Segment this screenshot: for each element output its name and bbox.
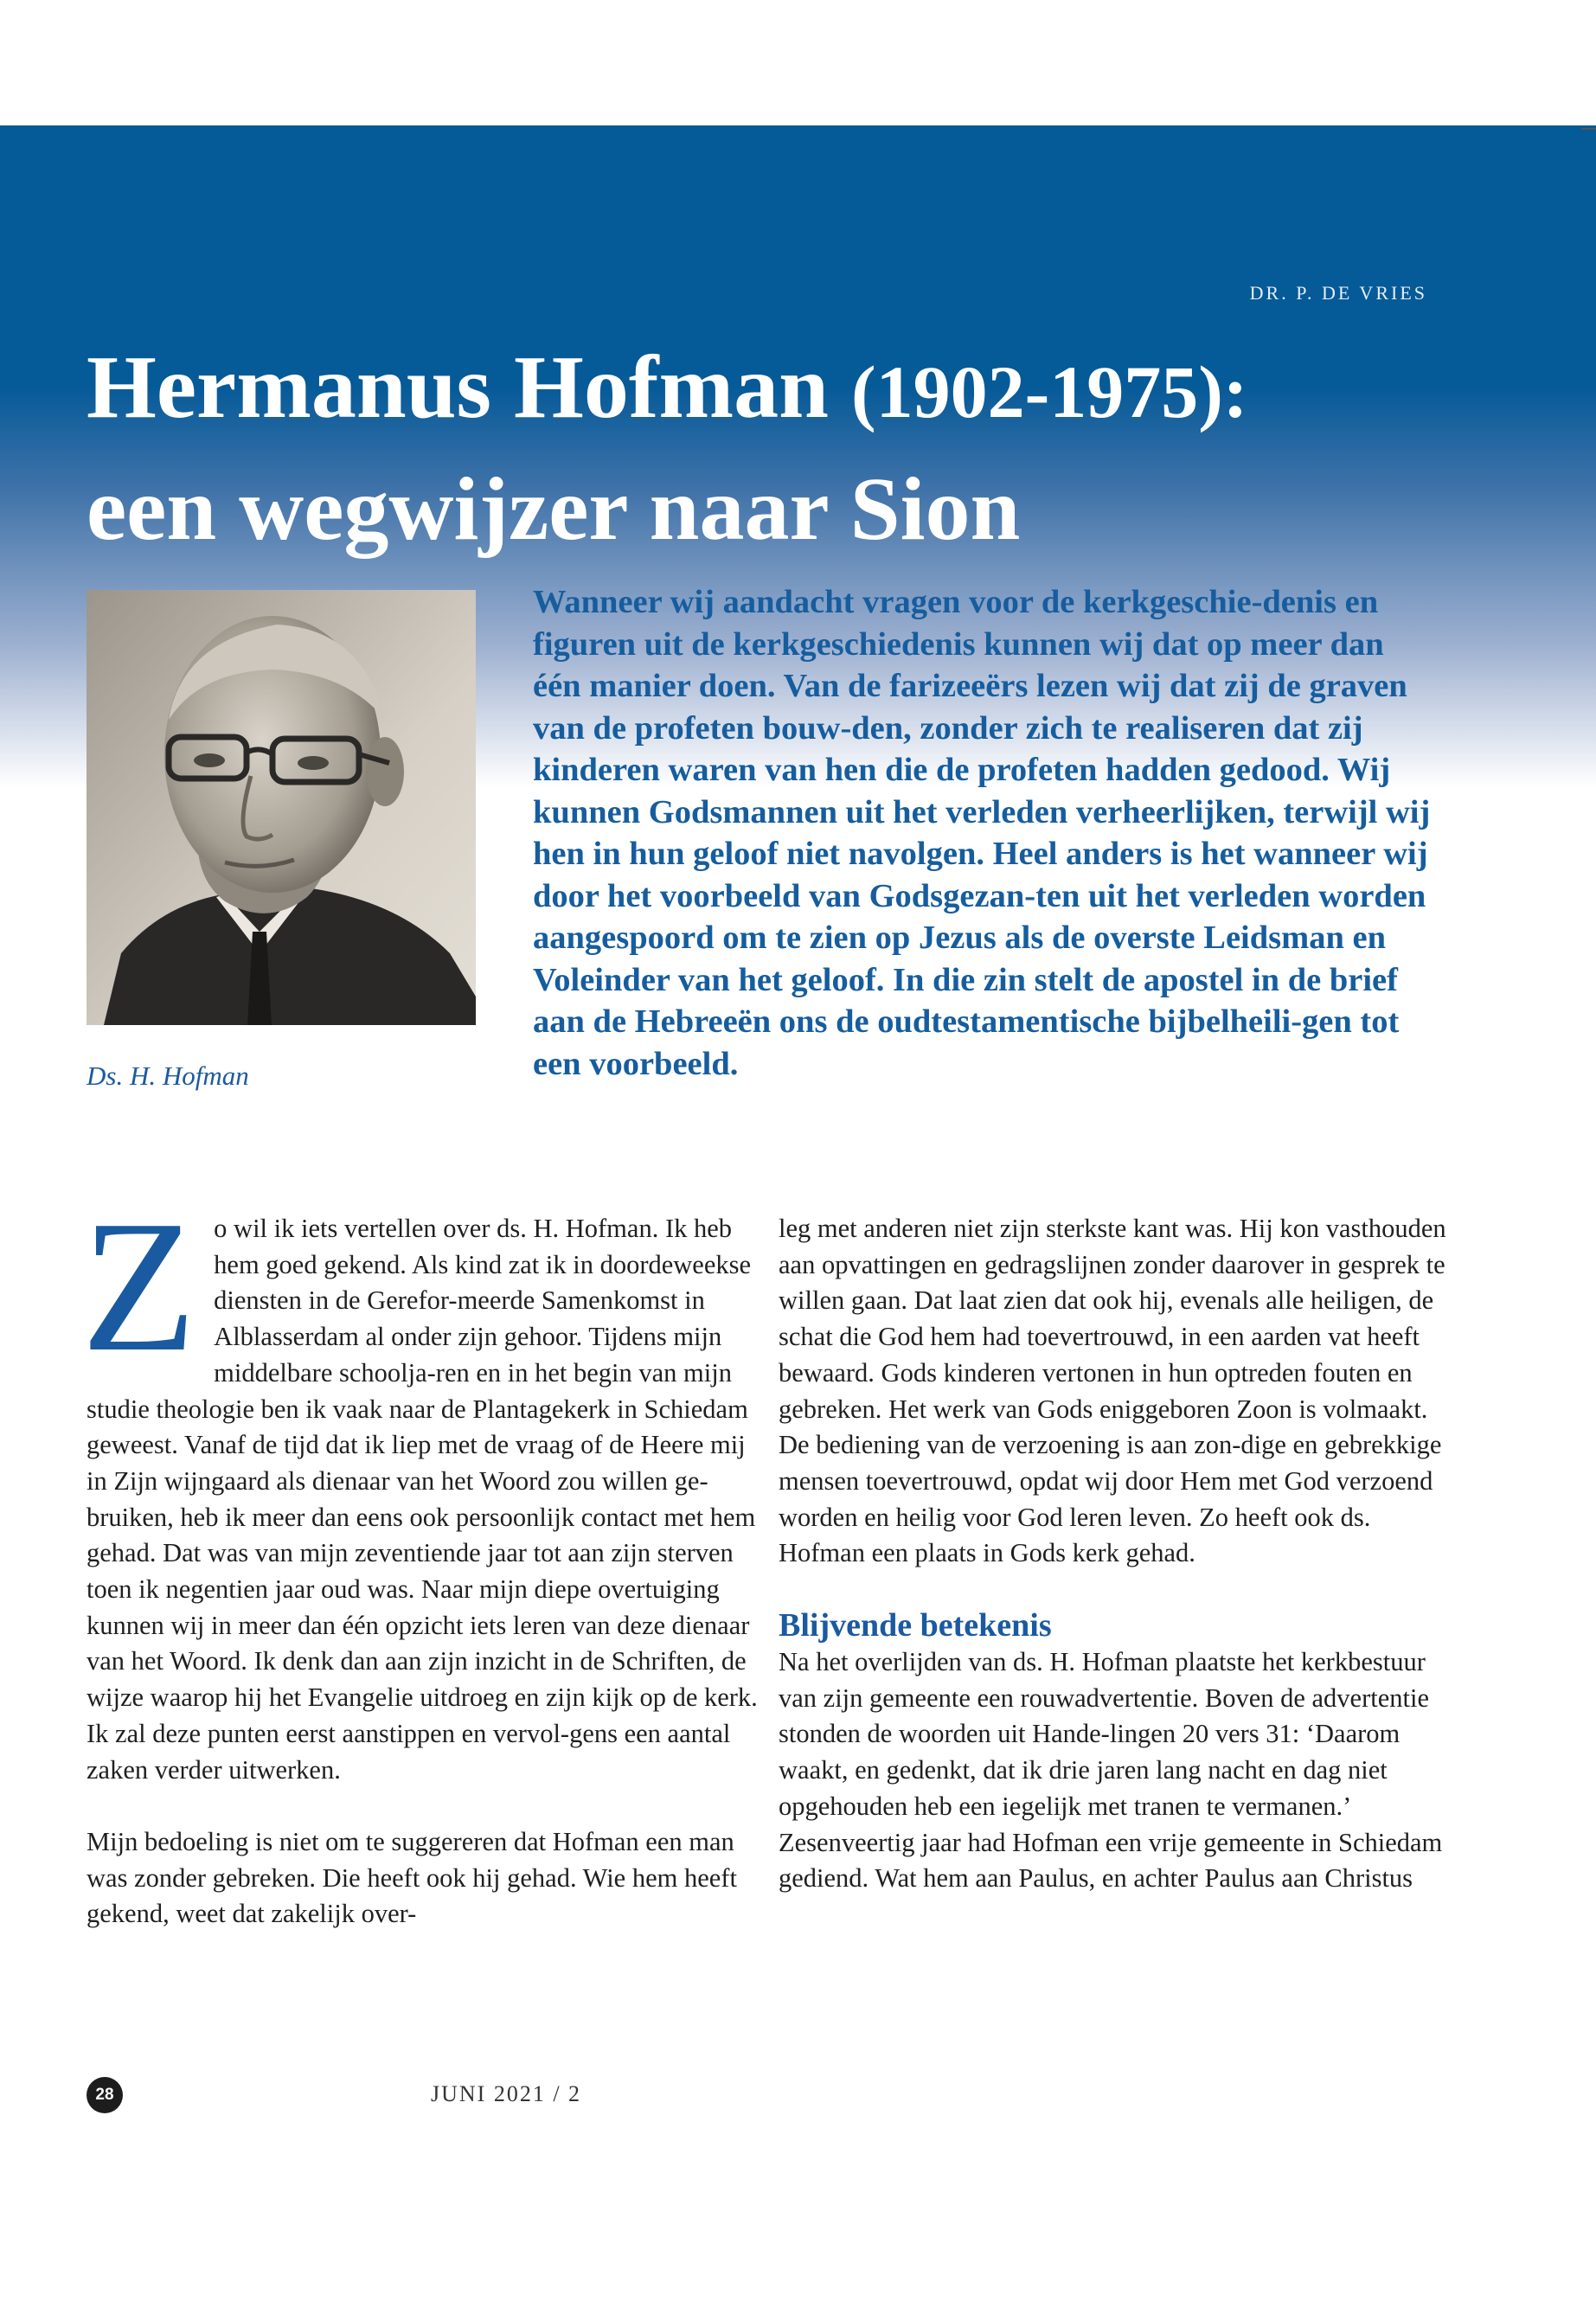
drop-cap: Z <box>81 1183 197 1391</box>
section-heading: Blijvende betekenis <box>779 1607 1052 1644</box>
body-paragraph: leg met anderen niet zijn sterkste kant was. Hij kon vasthouden aan opvattingen en gedragslijnen zonder daarover in gesprek te willen gaan. Dat laat zien dat ook hij, evenals alle heiligen, de schat die God hem had toevertrouwd, in een aarden vat heeft bewaard. Gods kinderen vertonen in hun optreden fouten en gebreken. Het werk van Gods eniggeboren Zoon is volmaakt. De bediening van de verzoening is aan zon-dige en gebrekkige mensen toevertrouwd, opdat wij door Hem met God verzoend worden en heilig voor God leren leven. Zo heeft ook ds. Hofman een plaats in Gods kerk gehad. <box>779 1214 1446 1568</box>
issue-label: JUNI 2021 / 2 <box>431 2081 582 2106</box>
body-paragraph: o wil ik iets vertellen over ds. H. Hofman. Ik heb hem goed gekend. Als kind zat ik in doordeweekse diensten in de Gerefor-meerde Samenkomst in Alblasserdam al onder zijn gehoor. Tijdens mijn middelbare schoolja-ren en in het begin van mijn studie theologie ben ik vaak naar de Plantagekerk in Schiedam geweest. Vanaf de tijd dat ik liep met de vraag of de Heere mij in Zijn wijngaard als dienaar van het Woord zou willen ge-bruiken, heb ik meer dan eens ook persoonlijk contact met hem gehad. Dat was van mijn zeventiende jaar tot aan zijn sterven toen ik negentien jaar oud was. Naar mijn diepe overtuiging kunnen wij in meer dan één opzicht iets leren van deze dienaar van het Woord. Ik denk dan aan zijn inzicht in de Schriften, de wijze waarop hij het Evangelie uitdroeg en zijn kijk op de kerk. Ik zal deze punten eerst aanstippen en vervol-gens een aantal zaken verder uitwerken. <box>87 1214 758 1785</box>
crop-mark <box>1581 128 1596 130</box>
paragraph-gap <box>87 1788 770 1824</box>
article-title <box>87 329 1505 568</box>
photo-caption: Ds. H. Hofman <box>87 1061 249 1091</box>
title-subtitle: een wegwijzer naar Sion <box>87 459 1021 559</box>
column-right <box>779 1211 1462 1897</box>
body-paragraph: Mijn bedoeling is niet om te suggereren dat Hofman een man was zonder gebreken. Die heeft ook hij gehad. Wie hem heeft gekend, weet dat zakelijk over- <box>87 1826 737 1929</box>
intro-paragraph: Wanneer wij aandacht vragen voor de kerkgeschie-denis en figuren uit de kerkgeschiedenis kunnen wij dat op meer dan één manier doen. Van de farizeeërs lezen wij dat zij de graven van de profeten bouw-den, zonder zich te realiseren dat zij kinderen waren van hen die de profeten hadden gedood. Wij kunnen Godsmannen uit het verleden verheerlijken, terwijl wij hen in hun geloof niet navolgen. Heel anders is het wanneer wij door het voorbeeld van Godsgezan-ten uit het verleden worden aangespoord om te zien op Jezus als de overste Leidsman en Voleinder van het geloof. In die zin stelt de apostel in de brief aan de Hebreeën ons de oudtestamentische bijbelheili-gen tot een voorbeeld. <box>533 584 1431 1082</box>
title-name: Hermanus Hofman <box>87 337 829 437</box>
title-years: (1902-1975): <box>851 350 1248 433</box>
portrait-photo <box>87 590 476 1025</box>
author-byline: DR. P. DE VRIES <box>1249 282 1427 304</box>
page-number-badge: 28 <box>87 2077 123 2113</box>
column-left <box>81 1183 770 1932</box>
portrait-illustration <box>87 590 476 1025</box>
body-paragraph: Na het overlijden van ds. H. Hofman plaatste het kerkbestuur van zijn gemeente een rouwadvertentie. Boven de advertentie stonden de woorden uit Hande-lingen 20 vers 31: ‘Daarom waakt, en gedenkt, dat ik drie jaren lang nacht en dag niet opgehouden heb een iegelijk met tranen te vermanen.’ Zesenveertig jaar had Hofman een vrije gemeente in Schiedam gediend. Wat hem aan Paulus, en achter Paulus aan Christus <box>779 1647 1443 1894</box>
